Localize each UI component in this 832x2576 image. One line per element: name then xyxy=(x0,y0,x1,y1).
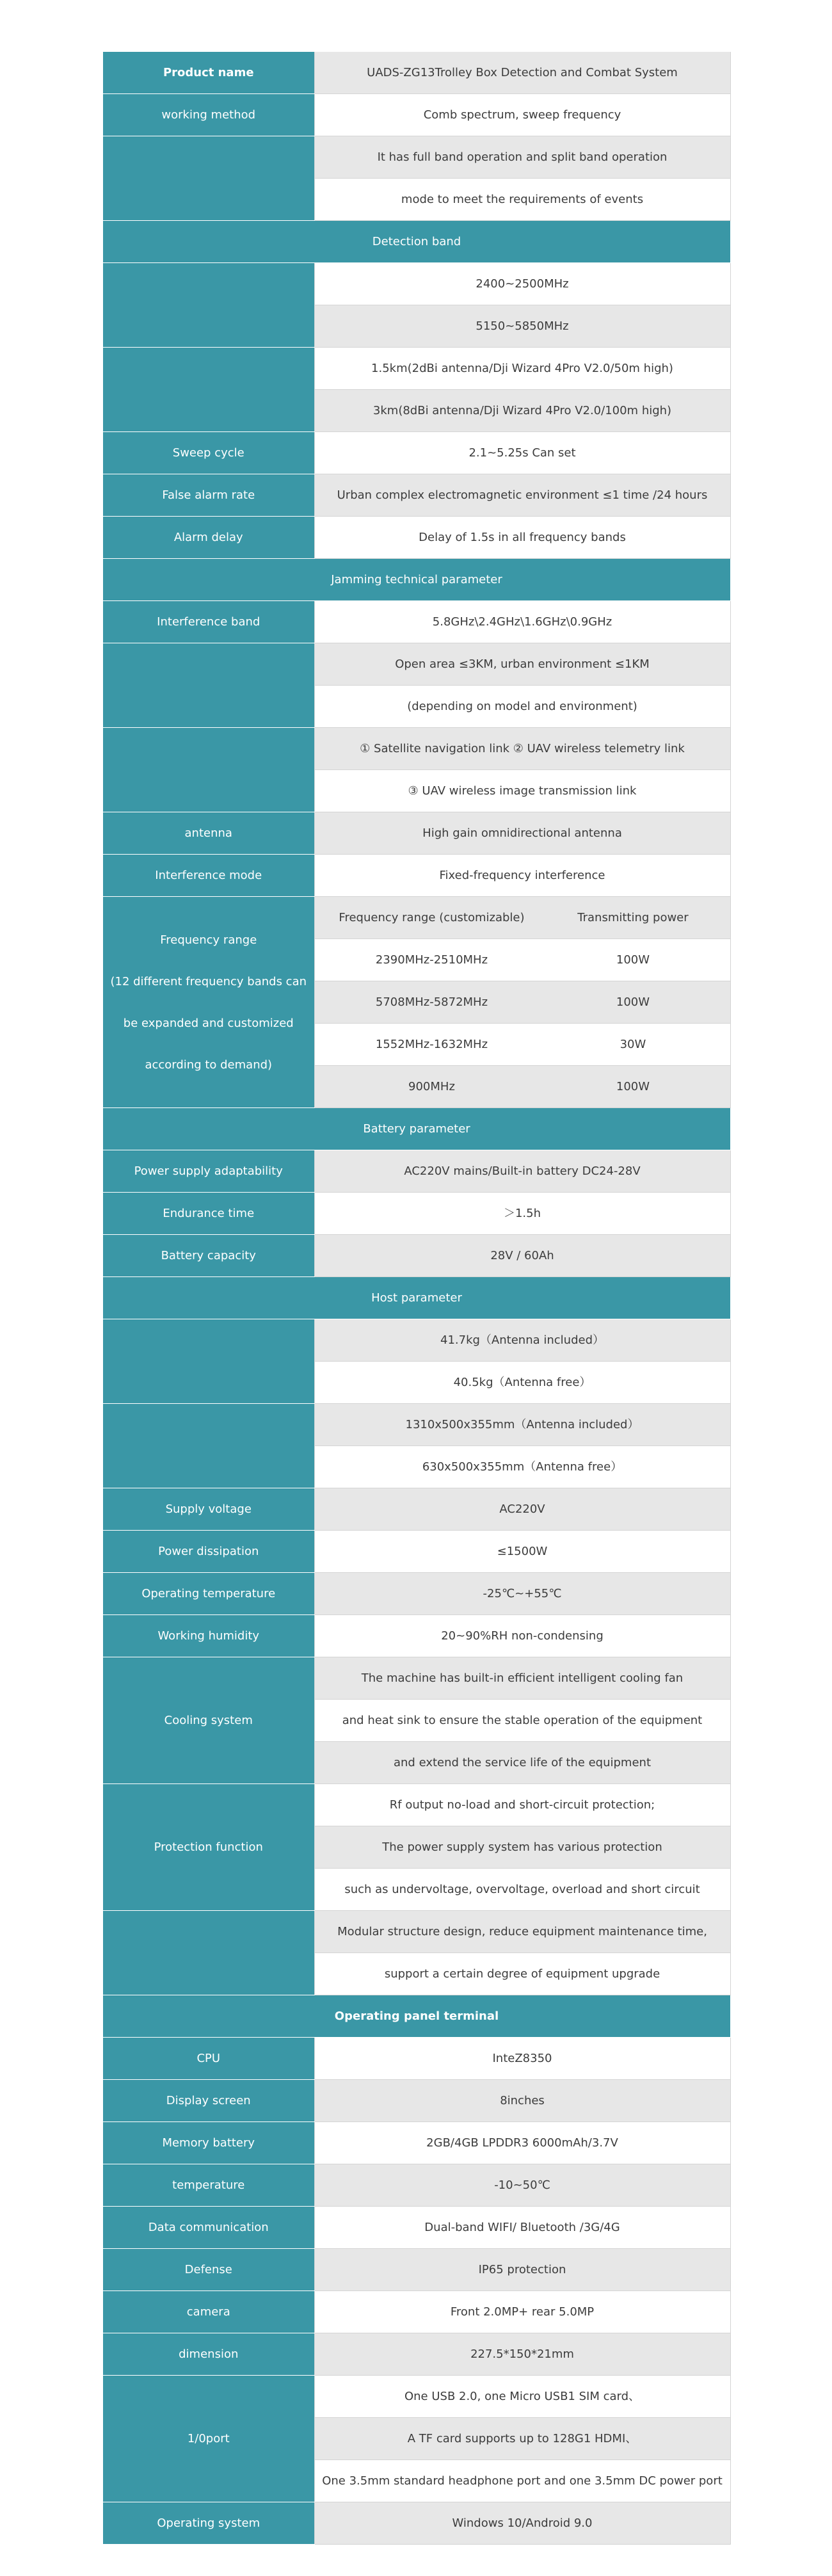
row-cooling-1 xyxy=(103,1657,730,1700)
host-size-1: 1310x500x355mm（Antenna included） xyxy=(314,1404,730,1446)
row-cpu xyxy=(103,2038,730,2080)
power-adaptability-label: Power supply adaptability xyxy=(103,1150,314,1193)
cooling-line-1: The machine has built-in efficient intelligent cooling fan xyxy=(314,1657,730,1700)
freq-range-value: 900MHz xyxy=(408,1080,455,1093)
alarm-delay-value: Delay of 1.5s in all frequency bands xyxy=(314,517,730,559)
working-humidity-label: Working humidity xyxy=(103,1615,314,1657)
interference-band-value: 5.8GHz\2.4GHz\1.6GHz\0.9GHz xyxy=(314,601,730,643)
freq-row-cell xyxy=(314,1066,730,1108)
protection-line-2: The power supply system has various protection xyxy=(314,1826,730,1869)
product-name-label: Product name xyxy=(103,52,314,94)
freq-power-value: 100W xyxy=(616,1080,650,1093)
temperature-label: temperature xyxy=(103,2164,314,2207)
jamming-links-2: ③ UAV wireless image transmission link xyxy=(314,770,730,812)
section-jamming xyxy=(103,559,730,601)
distance-label-cell xyxy=(103,643,314,728)
freq-header-cell xyxy=(314,897,730,939)
detection-range-2: 3km(8dBi antenna/Dji Wizard 4Pro V2.0/100m high) xyxy=(314,390,730,432)
frequency-range-label-line-2: (12 different frequency bands can xyxy=(110,974,307,988)
freq-range-value: 5708MHz-5872MHz xyxy=(375,995,488,1009)
freq-power-value: 100W xyxy=(616,953,650,967)
links-label-cell xyxy=(103,728,314,812)
cooling-line-2: and heat sink to ensure the stable operation of the equipment xyxy=(314,1700,730,1742)
frequency-range-label-line-3: be expanded and customized xyxy=(123,1016,294,1030)
row-range-1 xyxy=(103,348,730,390)
section-host-title: Host parameter xyxy=(103,1277,730,1319)
working-method-label: working method xyxy=(103,94,314,136)
sweep-cycle-value: 2.1~5.25s Can set xyxy=(314,432,730,474)
range-label-cell xyxy=(103,348,314,432)
dimension-label: dimension xyxy=(103,2333,314,2376)
weight-label-cell xyxy=(103,1319,314,1404)
cooling-line-3: and extend the service life of the equipment xyxy=(314,1742,730,1784)
interference-band-label: Interference band xyxy=(103,601,314,643)
band-label-cell xyxy=(103,263,314,348)
interference-mode-value: Fixed-frequency interference xyxy=(314,855,730,897)
freq-row-cell xyxy=(314,981,730,1024)
jamming-distance-1: Open area ≤3KM, urban environment ≤1KM xyxy=(314,643,730,686)
product-name-value: UADS-ZG13Trolley Box Detection and Combat System xyxy=(314,52,730,94)
row-power-adaptability xyxy=(103,1150,730,1193)
row-io-1 xyxy=(103,2376,730,2418)
row-temperature xyxy=(103,2164,730,2207)
interference-mode-label: Interference mode xyxy=(103,855,314,897)
antenna-label: antenna xyxy=(103,812,314,855)
detection-range-1: 1.5km(2dBi antenna/Dji Wizard 4Pro V2.0/50m high) xyxy=(314,348,730,390)
freq-header-power: Transmitting power xyxy=(577,911,689,924)
freq-power-value: 100W xyxy=(616,995,650,1009)
row-data-comm xyxy=(103,2207,730,2249)
protection-line-1: Rf output no-load and short-circuit protection; xyxy=(314,1784,730,1826)
jamming-distance-2: (depending on model and environment) xyxy=(314,686,730,728)
supply-voltage-value: AC220V xyxy=(314,1488,730,1531)
battery-capacity-label: Battery capacity xyxy=(103,1235,314,1277)
row-alarm-delay xyxy=(103,517,730,559)
row-working-method xyxy=(103,94,730,136)
operating-system-value: Windows 10/Android 9.0 xyxy=(314,2502,730,2545)
row-false-alarm xyxy=(103,474,730,517)
host-size-2: 630x500x355mm（Antenna free） xyxy=(314,1446,730,1488)
display-screen-label: Display screen xyxy=(103,2080,314,2122)
section-battery xyxy=(103,1108,730,1150)
host-weight-1: 41.7kg（Antenna included） xyxy=(314,1319,730,1362)
section-detection-title: Detection band xyxy=(103,221,730,263)
operating-temperature-value: -25℃~+55℃ xyxy=(314,1573,730,1615)
working-method-value: Comb spectrum, sweep frequency xyxy=(314,94,730,136)
host-weight-2: 40.5kg（Antenna free） xyxy=(314,1362,730,1404)
freq-range-value: 1552MHz-1632MHz xyxy=(375,1038,488,1051)
sweep-cycle-label: Sweep cycle xyxy=(103,432,314,474)
modular-label-cell xyxy=(103,1911,314,1995)
frequency-range-label xyxy=(103,897,314,1108)
operating-temperature-label: Operating temperature xyxy=(103,1573,314,1615)
supply-voltage-label: Supply voltage xyxy=(103,1488,314,1531)
row-mode-1 xyxy=(103,136,730,179)
row-interference-band xyxy=(103,601,730,643)
dimension-value: 227.5*150*21mm xyxy=(314,2333,730,2376)
freq-range-value: 2390MHz-2510MHz xyxy=(375,953,488,967)
frequency-range-label-line-1: Frequency range xyxy=(160,933,257,947)
freq-row-cell xyxy=(314,1024,730,1066)
power-dissipation-value: ≤1500W xyxy=(314,1531,730,1573)
display-screen-value: 8inches xyxy=(314,2080,730,2122)
modular-line-2: support a certain degree of equipment upgrade xyxy=(314,1953,730,1995)
section-panel-title: Operating panel terminal xyxy=(103,1995,730,2038)
row-os xyxy=(103,2502,730,2545)
data-communication-value: Dual-band WIFI/ Bluetooth /3G/4G xyxy=(314,2207,730,2249)
defense-label: Defense xyxy=(103,2249,314,2291)
protection-function-label: Protection function xyxy=(103,1784,314,1911)
row-camera xyxy=(103,2291,730,2333)
data-communication-label: Data communication xyxy=(103,2207,314,2249)
power-dissipation-label: Power dissipation xyxy=(103,1531,314,1573)
row-protection-1 xyxy=(103,1784,730,1826)
section-detection xyxy=(103,221,730,263)
false-alarm-value: Urban complex electromagnetic environment ≤1 time /24 hours xyxy=(314,474,730,517)
row-freq-header xyxy=(103,897,730,939)
protection-line-3: such as undervoltage, overvoltage, overload and short circuit xyxy=(314,1869,730,1911)
frequency-range-label-line-4: according to demand) xyxy=(145,1058,273,1072)
cooling-system-label: Cooling system xyxy=(103,1657,314,1784)
endurance-value: ＞1.5h xyxy=(314,1193,730,1235)
defense-value: IP65 protection xyxy=(314,2249,730,2291)
row-sweep-cycle xyxy=(103,432,730,474)
row-battery-capacity xyxy=(103,1235,730,1277)
alarm-delay-label: Alarm delay xyxy=(103,517,314,559)
freq-header-range: Frequency range (customizable) xyxy=(339,911,525,924)
io-line-1: One USB 2.0, one Micro USB1 SIM card、 xyxy=(314,2376,730,2418)
power-adaptability-value: AC220V mains/Built-in battery DC24-28V xyxy=(314,1150,730,1193)
row-modular-1 xyxy=(103,1911,730,1953)
row-links-1 xyxy=(103,728,730,770)
row-product-name xyxy=(103,52,730,94)
memory-battery-label: Memory battery xyxy=(103,2122,314,2164)
mode-text-2: mode to meet the requirements of events xyxy=(314,179,730,221)
camera-value: Front 2.0MP+ rear 5.0MP xyxy=(314,2291,730,2333)
mode-text-1: It has full band operation and split band operation xyxy=(314,136,730,179)
cpu-label: CPU xyxy=(103,2038,314,2080)
mode-label-cell xyxy=(103,136,314,221)
operating-system-label: Operating system xyxy=(103,2502,314,2545)
section-panel xyxy=(103,1995,730,2038)
false-alarm-label: False alarm rate xyxy=(103,474,314,517)
row-interference-mode xyxy=(103,855,730,897)
io-line-2: A TF card supports up to 128G1 HDMI、 xyxy=(314,2418,730,2460)
io-port-label: 1/0port xyxy=(103,2376,314,2502)
section-jamming-title: Jamming technical parameter xyxy=(103,559,730,601)
row-supply-voltage xyxy=(103,1488,730,1531)
temperature-value: -10~50℃ xyxy=(314,2164,730,2207)
jamming-links-1: ① Satellite navigation link ② UAV wireless telemetry link xyxy=(314,728,730,770)
row-memory xyxy=(103,2122,730,2164)
row-operating-temperature xyxy=(103,1573,730,1615)
working-humidity-value: 20~90%RH non-condensing xyxy=(314,1615,730,1657)
row-size-1 xyxy=(103,1404,730,1446)
row-defense xyxy=(103,2249,730,2291)
detection-band-2: 5150~5850MHz xyxy=(314,305,730,348)
size-label-cell xyxy=(103,1404,314,1488)
row-weight-1 xyxy=(103,1319,730,1362)
freq-power-value: 30W xyxy=(620,1038,646,1051)
antenna-value: High gain omnidirectional antenna xyxy=(314,812,730,855)
battery-capacity-value: 28V / 60Ah xyxy=(314,1235,730,1277)
row-power-dissipation xyxy=(103,1531,730,1573)
modular-line-1: Modular structure design, reduce equipment maintenance time, xyxy=(314,1911,730,1953)
row-display xyxy=(103,2080,730,2122)
memory-battery-value: 2GB/4GB LPDDR3 6000mAh/3.7V xyxy=(314,2122,730,2164)
cpu-value: InteZ8350 xyxy=(314,2038,730,2080)
row-dimension xyxy=(103,2333,730,2376)
freq-row-cell xyxy=(314,939,730,981)
spec-table xyxy=(103,52,731,2545)
row-working-humidity xyxy=(103,1615,730,1657)
io-line-3: One 3.5mm standard headphone port and one 3.5mm DC power port xyxy=(314,2460,730,2502)
row-antenna xyxy=(103,812,730,855)
row-band-1 xyxy=(103,263,730,305)
section-battery-title: Battery parameter xyxy=(103,1108,730,1150)
camera-label: camera xyxy=(103,2291,314,2333)
detection-band-1: 2400~2500MHz xyxy=(314,263,730,305)
row-endurance xyxy=(103,1193,730,1235)
section-host xyxy=(103,1277,730,1319)
endurance-label: Endurance time xyxy=(103,1193,314,1235)
row-distance-1 xyxy=(103,643,730,686)
